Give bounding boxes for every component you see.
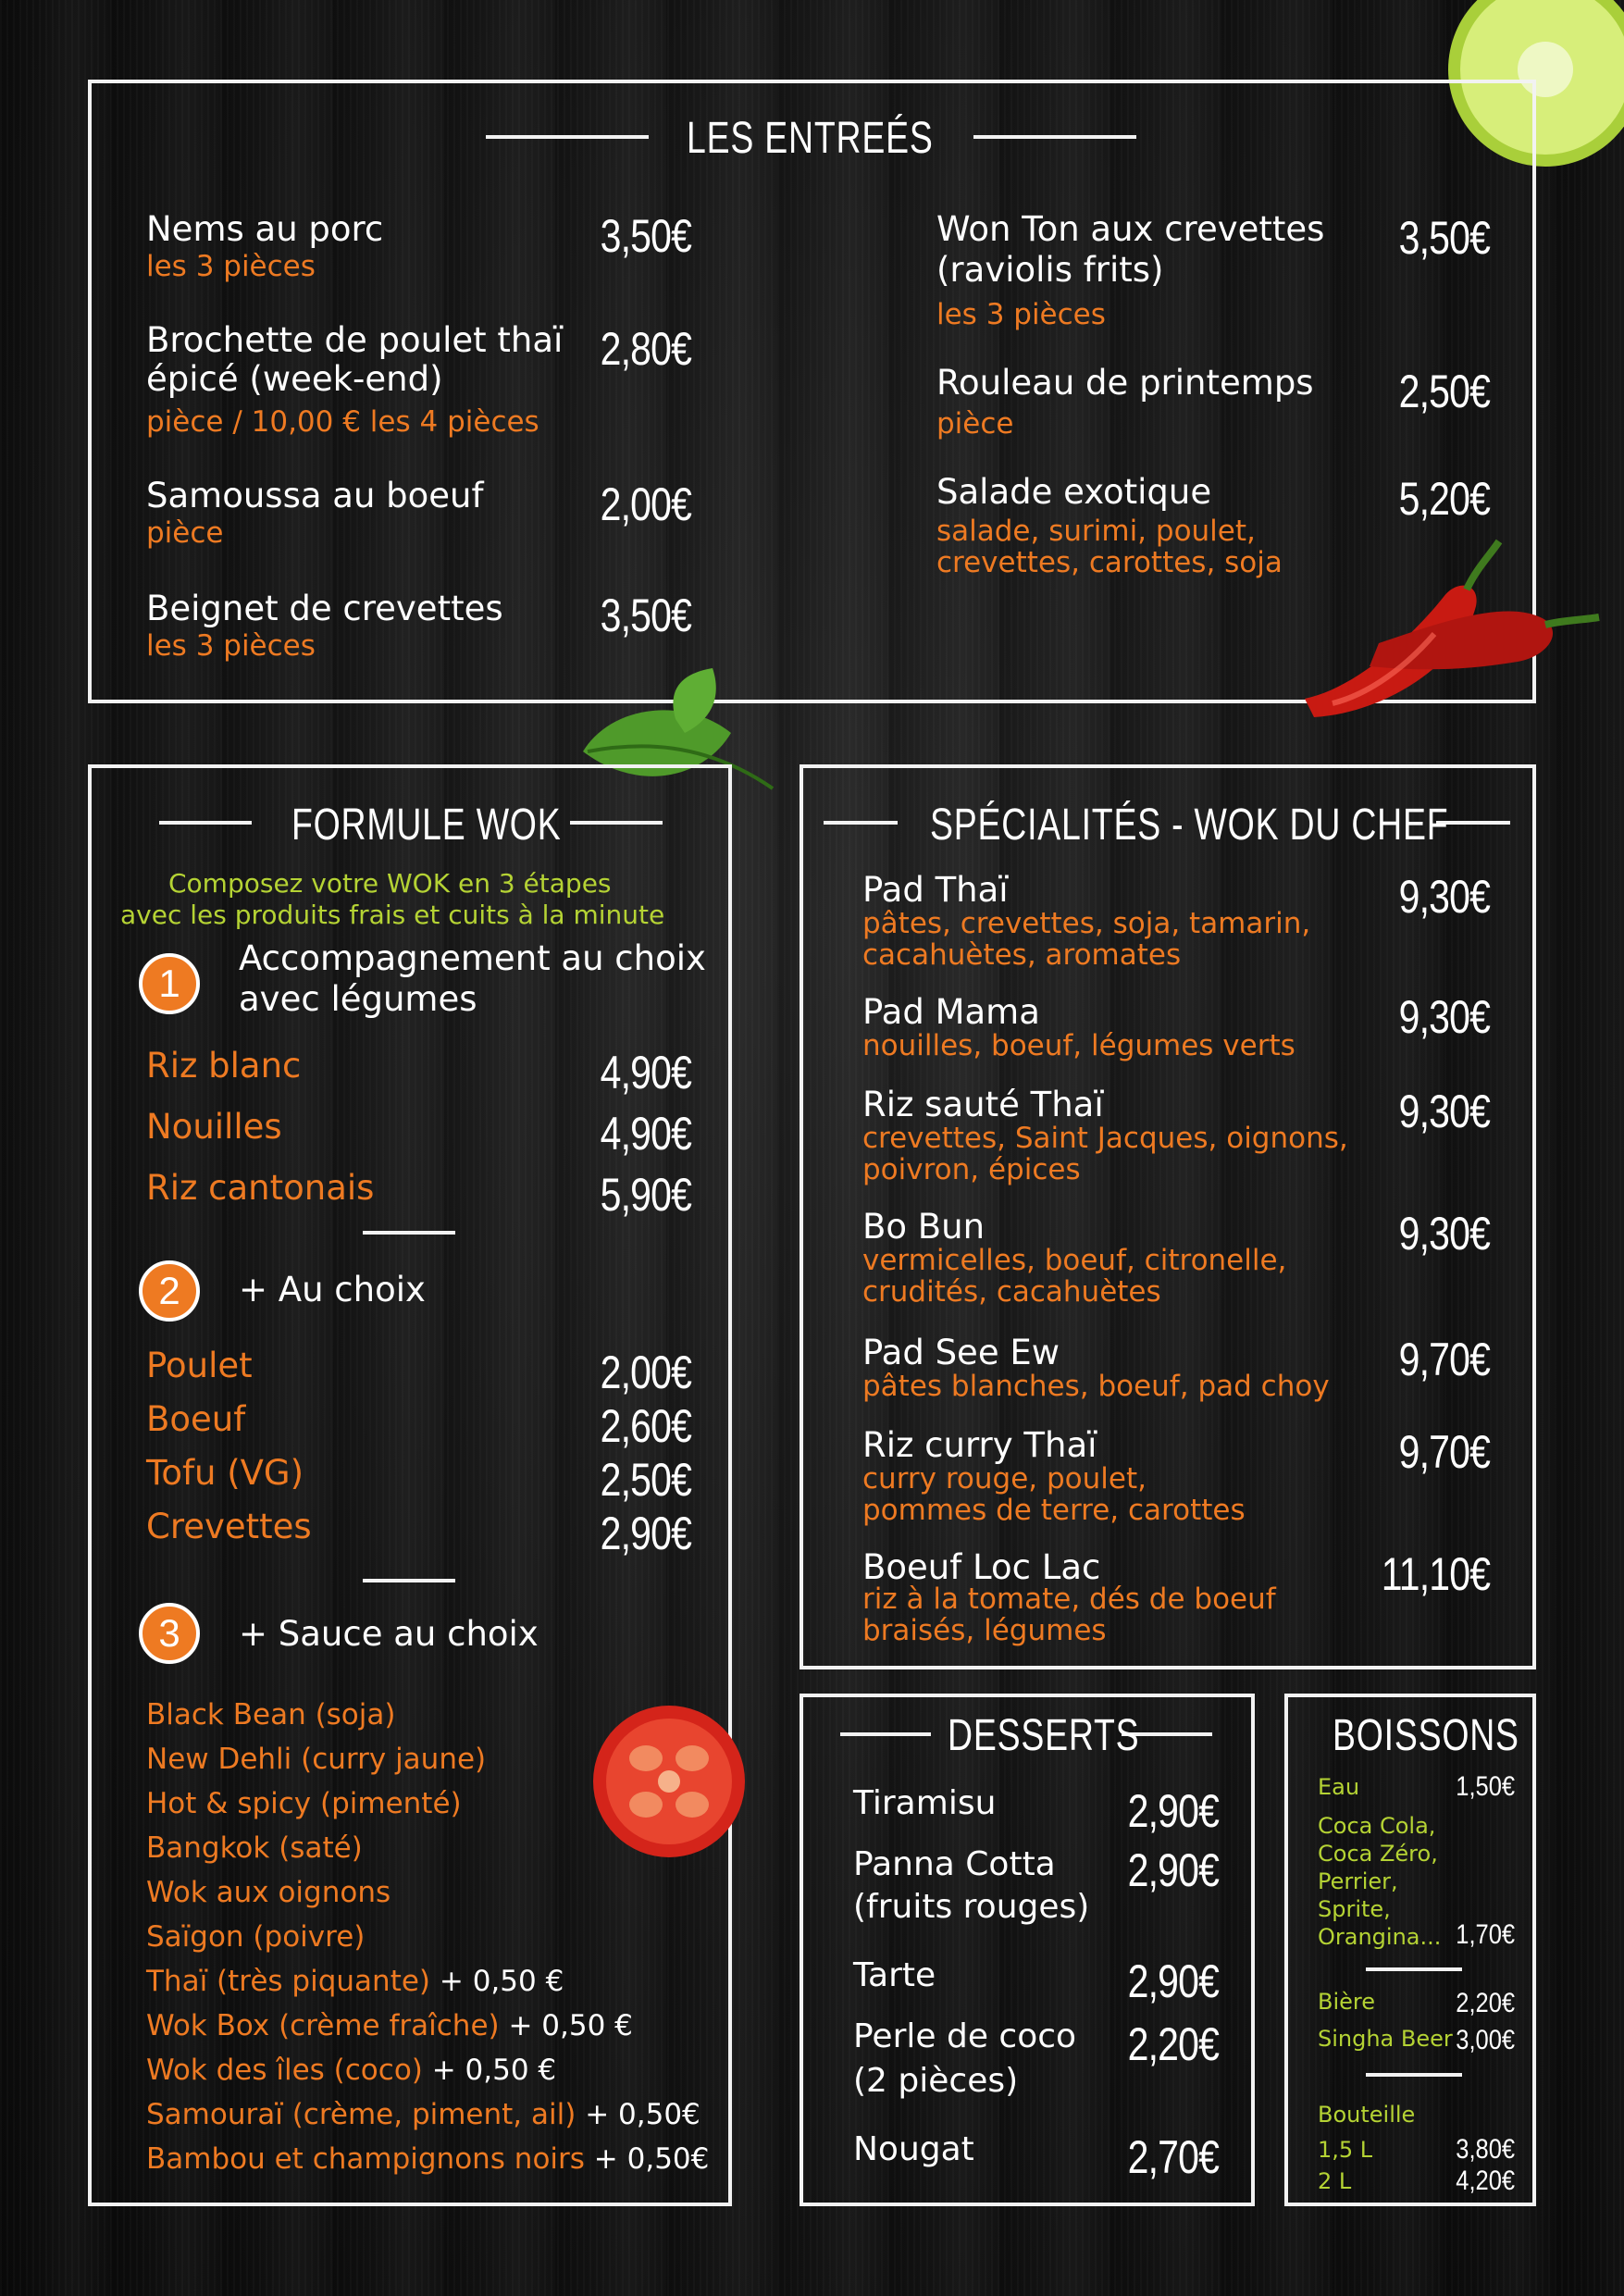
special-name: Bo Bun <box>862 1207 986 1247</box>
special-price: 9,30€ <box>1398 871 1490 923</box>
wok-base-item: Nouilles <box>146 1107 282 1147</box>
dessert-name-line2: (fruits rouges) <box>853 1888 1090 1926</box>
entree-price: 3,50€ <box>1398 212 1490 264</box>
special-name: Riz sauté Thaï <box>862 1085 1104 1124</box>
wok-protein-item: Tofu (VG) <box>146 1453 304 1493</box>
dessert-name-line2: (2 pièces) <box>853 2062 1019 2100</box>
special-name: Pad See Ew <box>862 1333 1060 1372</box>
special-desc: pâtes, crevettes, soja, tamarin, <box>862 907 1311 940</box>
entree-name: Won Ton aux crevettes <box>936 209 1325 249</box>
wok-base-item: Riz cantonais <box>146 1168 375 1208</box>
wok-protein-item: Poulet <box>146 1346 253 1385</box>
wok-intro-line2: avec les produits frais et cuits à la minute <box>120 900 665 930</box>
step-3-badge: 3 <box>139 1603 200 1664</box>
drink-price: 3,00€ <box>1456 2025 1515 2055</box>
sauce-item: Saïgon (poivre) <box>146 1920 366 1954</box>
dessert-name: Tarte <box>853 1956 936 1994</box>
special-desc: curry rouge, poulet, <box>862 1462 1147 1496</box>
entree-name-line2: (raviolis frits) <box>936 250 1164 290</box>
special-desc-line2: cacahuètes, aromates <box>862 938 1182 972</box>
wok-step-divider <box>363 1231 455 1235</box>
entree-name: Rouleau de printemps <box>936 363 1314 403</box>
soda-line: Perrier, <box>1318 1868 1398 1894</box>
drink-divider <box>1366 2073 1462 2077</box>
wok-title-rule-left <box>159 821 252 825</box>
sauce-item: Bambou et champignons noirs + 0,50€ <box>146 2142 710 2176</box>
desserts-title-rule-left <box>840 1732 931 1736</box>
dessert-name: Panna Cotta <box>853 1845 1056 1883</box>
special-desc: vermicelles, boeuf, citronelle, <box>862 1244 1287 1277</box>
wok-protein-item: Crevettes <box>146 1507 312 1546</box>
special-desc: crevettes, Saint Jacques, oignons, <box>862 1122 1348 1155</box>
special-desc: riz à la tomate, dés de boeuf <box>862 1582 1276 1616</box>
soda-line: Coca Cola, <box>1318 1813 1436 1839</box>
special-price: 11,10€ <box>1381 1548 1490 1600</box>
entree-price: 2,00€ <box>600 478 691 530</box>
step-2-badge: 2 <box>139 1260 200 1322</box>
wok-step-divider <box>363 1579 455 1582</box>
entree-price: 5,20€ <box>1398 473 1490 525</box>
desserts-title: DESSERTS <box>948 1711 1140 1760</box>
drink-price: 1,50€ <box>1456 1771 1515 1802</box>
boissons-title: BOISSONS <box>1333 1711 1519 1760</box>
wok-protein-price: 2,00€ <box>600 1347 691 1398</box>
dessert-name: Tiramisu <box>853 1784 997 1822</box>
entree-desc: pièce / 10,00 € les 4 pièces <box>146 405 539 439</box>
entree-name-line2: épicé (week-end) <box>146 359 443 399</box>
special-desc: pâtes blanches, boeuf, pad choy <box>862 1370 1330 1403</box>
dessert-price: 2,90€ <box>1127 1955 1219 2007</box>
special-price: 9,70€ <box>1398 1334 1490 1385</box>
entree-price: 3,50€ <box>600 590 691 641</box>
entree-price: 2,50€ <box>1398 366 1490 417</box>
special-price: 9,70€ <box>1398 1426 1490 1478</box>
entree-price: 3,50€ <box>600 210 691 262</box>
special-name: Pad Thaï <box>862 870 1009 910</box>
wok-protein-price: 2,90€ <box>600 1508 691 1559</box>
bouteille-size: 2 L <box>1318 2168 1352 2194</box>
special-desc-line2: pommes de terre, carottes <box>862 1494 1246 1527</box>
special-desc-line2: braisés, légumes <box>862 1614 1107 1647</box>
entrees-title-rule-right <box>973 135 1136 139</box>
wok-base-price: 4,90€ <box>600 1047 691 1098</box>
bouteille-price: 4,20€ <box>1456 2166 1515 2196</box>
soda-line: Coca Zéro, <box>1318 1841 1438 1867</box>
drink-price: 2,20€ <box>1456 1988 1515 2018</box>
entree-desc: salade, surimi, poulet, <box>936 515 1256 548</box>
sauce-item: Thaï (très piquante) + 0,50 € <box>146 1965 564 1998</box>
wok-title-rule-right <box>570 821 663 825</box>
step-1-badge: 1 <box>139 953 200 1014</box>
dessert-price: 2,20€ <box>1127 2018 1219 2070</box>
wok-intro-line1: Composez votre WOK en 3 étapes <box>168 868 612 899</box>
special-name: Riz curry Thaï <box>862 1425 1097 1465</box>
wok-base-price: 5,90€ <box>600 1169 691 1221</box>
entree-desc-line2: crevettes, carottes, soja <box>936 546 1283 579</box>
sauce-item: Black Bean (soja) <box>146 1698 396 1731</box>
sauce-item: Wok Box (crème fraîche) + 0,50 € <box>146 2009 633 2042</box>
wok-title: FORMULE WOK <box>291 800 562 850</box>
special-price: 9,30€ <box>1398 1086 1490 1137</box>
chili-pepper-decoration <box>1268 532 1605 736</box>
special-desc-line2: poivron, épices <box>862 1153 1081 1186</box>
wok-base-price: 4,90€ <box>600 1108 691 1160</box>
specialites-title: SPÉCIALITÉS - WOK DU CHEF <box>930 800 1449 850</box>
drink-name: Bière <box>1318 1989 1376 2015</box>
entree-desc: pièce <box>936 407 1014 441</box>
drink-divider <box>1366 1967 1462 1971</box>
entree-name: Samoussa au boeuf <box>146 476 484 515</box>
sauce-item: Hot & spicy (pimenté) <box>146 1787 462 1820</box>
entrees-title: LES ENTREÉS <box>687 114 934 163</box>
special-price: 9,30€ <box>1398 991 1490 1043</box>
step-1-label-line2: avec légumes <box>239 979 477 1019</box>
tomato-slice-decoration <box>590 1703 748 1860</box>
bouteille-size: 1,5 L <box>1318 2137 1373 2163</box>
special-name: Boeuf Loc Lac <box>862 1547 1101 1587</box>
soda-line: Sprite, <box>1318 1896 1391 1922</box>
entrees-title-rule-left <box>486 135 649 139</box>
bouteille-label: Bouteille <box>1318 2102 1416 2128</box>
wok-protein-price: 2,60€ <box>600 1400 691 1452</box>
dessert-name: Nougat <box>853 2130 974 2168</box>
entree-desc: pièce <box>146 516 224 550</box>
step-3-label: + Sauce au choix <box>239 1614 539 1654</box>
drink-name: Eau <box>1318 1774 1360 1800</box>
sauce-item: New Dehli (curry jaune) <box>146 1743 487 1776</box>
step-1-label: Accompagnement au choix <box>239 938 706 978</box>
sauce-item: Wok aux oignons <box>146 1876 391 1909</box>
spec-title-rule-left <box>824 821 898 825</box>
drink-name: Singha Beer <box>1318 2026 1453 2052</box>
special-price: 9,30€ <box>1398 1208 1490 1260</box>
entree-name: Brochette de poulet thaï <box>146 320 564 360</box>
bouteille-price: 3,80€ <box>1456 2134 1515 2165</box>
wok-base-item: Riz blanc <box>146 1046 302 1086</box>
entree-name: Beignet de crevettes <box>146 589 503 628</box>
dessert-price: 2,90€ <box>1127 1785 1219 1837</box>
step-2-label: + Au choix <box>239 1270 426 1309</box>
wok-protein-item: Boeuf <box>146 1399 246 1439</box>
special-desc: nouilles, boeuf, légumes verts <box>862 1029 1295 1062</box>
special-name: Pad Mama <box>862 992 1040 1032</box>
dessert-name: Perle de coco <box>853 2017 1077 2055</box>
sauce-item: Samouraï (crème, piment, ail) + 0,50€ <box>146 2098 700 2131</box>
sauce-item: Wok des îles (coco) + 0,50 € <box>146 2054 557 2087</box>
sauce-item: Bangkok (saté) <box>146 1831 363 1865</box>
soda-line: Orangina... <box>1318 1924 1442 1950</box>
entree-price: 2,80€ <box>600 323 691 375</box>
entree-desc: les 3 pièces <box>146 250 316 283</box>
entree-desc: les 3 pièces <box>146 629 316 663</box>
entree-name: Salade exotique <box>936 472 1212 512</box>
dessert-price: 2,70€ <box>1127 2131 1219 2183</box>
special-desc-line2: crudités, cacahuètes <box>862 1275 1161 1309</box>
drink-price: 1,70€ <box>1456 1919 1515 1950</box>
entree-name: Nems au porc <box>146 209 384 249</box>
dessert-price: 2,90€ <box>1127 1844 1219 1896</box>
wok-protein-price: 2,50€ <box>600 1454 691 1506</box>
entree-desc: les 3 pièces <box>936 298 1106 331</box>
